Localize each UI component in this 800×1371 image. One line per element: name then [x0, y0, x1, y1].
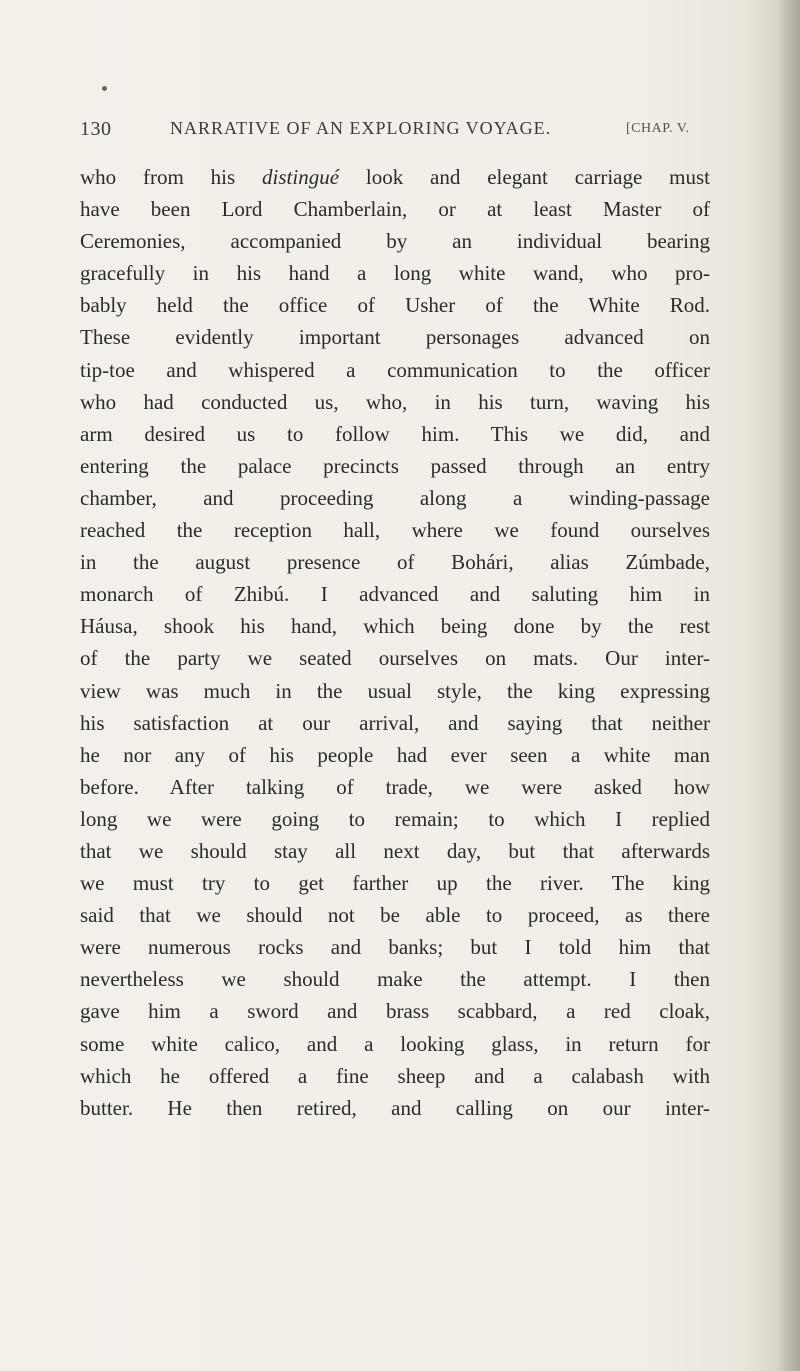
text-line: gave him a sword and brass scabbard, a red cloak, — [80, 999, 710, 1024]
text-line: reached the reception hall, where we found ourselves — [80, 518, 710, 543]
text-line: he nor any of his people had ever seen a white man — [80, 742, 710, 767]
text-line: gracefully in his hand a long white wand, who pro- — [80, 261, 710, 286]
text-line: we must try to get farther up the river. The king — [80, 871, 710, 896]
text-line: monarch of Zhibú. I advanced and saluting him in — [80, 582, 710, 607]
text-line: bably held the office of Usher of the White Rod. — [80, 293, 710, 318]
text-line: butter. He then retired, and calling on our inter- — [80, 1095, 710, 1120]
text-line: said that we should not be able to proceed, as there — [80, 903, 710, 928]
text-line: have been Lord Chamberlain, or at least Master of — [80, 197, 710, 222]
text-line: that we should stay all next day, but that afterwards — [80, 838, 710, 863]
text-line: view was much in the usual style, the king expressing — [80, 678, 710, 703]
text-line: tip-toe and whispered a communication to the officer — [80, 357, 710, 382]
text-line: his satisfaction at our arrival, and saying that neither — [80, 710, 710, 735]
chapter-reference: [CHAP. V. — [626, 121, 690, 136]
text-line: entering the palace precincts passed through an entry — [80, 453, 710, 478]
text-line: Ceremonies, accompanied by an individual bearing — [80, 229, 710, 254]
text-line: were numerous rocks and banks; but I told him that — [80, 935, 710, 960]
page-edge-shadow — [778, 0, 800, 1371]
text-line: chamber, and proceeding along a winding-passage — [80, 485, 710, 510]
text-line: of the party we seated ourselves on mats. Our inter- — [80, 646, 710, 671]
text-line: arm desired us to follow him. This we did, and — [80, 421, 710, 446]
text-line: some white calico, and a looking glass, in return for — [80, 1031, 710, 1056]
text-line: who from his distingué look and elegant carriage must — [80, 165, 710, 189]
ink-speck — [102, 86, 107, 91]
text-line: before. After talking of trade, we were asked how — [80, 774, 710, 799]
italic-word: distingué — [262, 165, 340, 189]
running-title: NARRATIVE OF AN EXPLORING VOYAGE. — [170, 118, 552, 138]
text-line: in the august presence of Bohári, alias Zúmbade, — [80, 550, 710, 575]
body-text — [80, 161, 710, 1124]
text-line: long we were going to remain; to which I replied — [80, 806, 710, 831]
text-line: Háusa, shook his hand, which being done by the rest — [80, 614, 710, 639]
text-line: These evidently important personages advanced on — [80, 325, 710, 350]
page-number: 130 — [80, 118, 112, 140]
text-line: nevertheless we should make the attempt. I then — [80, 967, 710, 992]
text-line: which he offered a fine sheep and a calabash with — [80, 1063, 710, 1088]
running-head — [80, 118, 770, 148]
text-line: who had conducted us, who, in his turn, waving his — [80, 389, 710, 414]
